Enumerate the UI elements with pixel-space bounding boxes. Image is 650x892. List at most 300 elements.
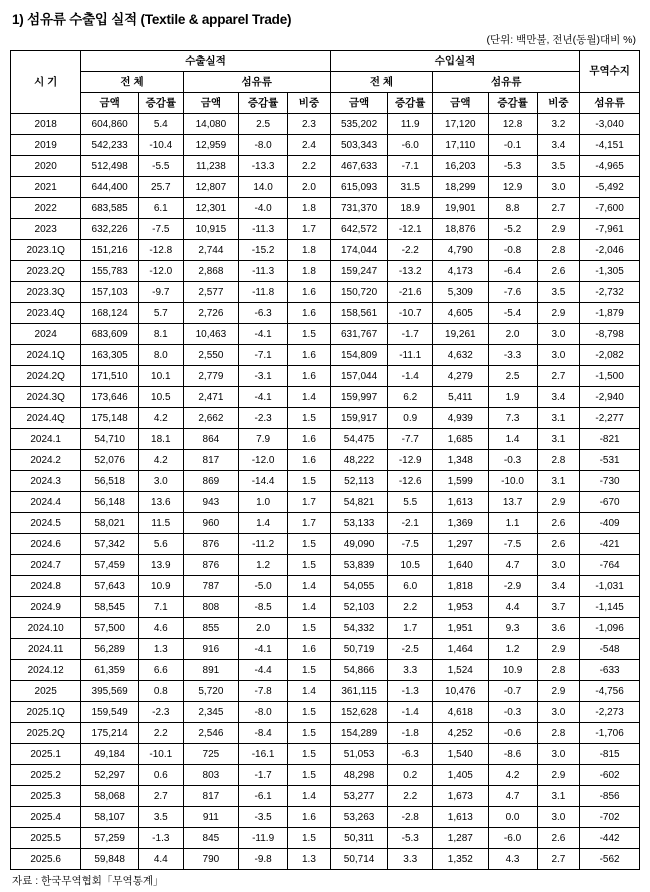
cell-export-textile-growth: 2.0 [239,618,288,639]
cell-import-total-growth: -7.5 [388,534,433,555]
cell-export-textile-growth: -11.3 [239,219,288,240]
cell-export-total-growth: 5.6 [138,534,183,555]
cell-import-total-amount: 159,997 [330,387,388,408]
cell-export-textile-amount: 2,744 [183,240,238,261]
cell-export-textile-amount: 10,915 [183,219,238,240]
cell-export-textile-growth: -4.4 [239,660,288,681]
cell-export-textile-growth: 1.2 [239,555,288,576]
cell-export-total-amount: 542,233 [81,135,139,156]
cell-import-textile-share: 3.0 [537,345,580,366]
cell-balance-textile: -670 [580,492,640,513]
cell-export-total-amount: 49,184 [81,744,139,765]
table-row [11,807,640,828]
cell-balance-textile: -7,961 [580,219,640,240]
cell-balance-textile: -4,965 [580,156,640,177]
cell-export-textile-share: 1.5 [288,660,331,681]
cell-import-textile-amount: 16,203 [433,156,488,177]
cell-export-textile-amount: 2,550 [183,345,238,366]
cell-import-total-amount: 53,263 [330,807,388,828]
cell-import-textile-growth: -5.4 [488,303,537,324]
cell-import-textile-growth: -5.2 [488,219,537,240]
cell-export-textile-growth: -4.1 [239,324,288,345]
cell-import-total-amount: 642,572 [330,219,388,240]
cell-import-total-growth: -1.8 [388,723,433,744]
cell-balance-textile: -548 [580,639,640,660]
cell-export-total-amount: 54,710 [81,429,139,450]
cell-import-total-amount: 53,133 [330,513,388,534]
cell-export-textile-share: 1.5 [288,618,331,639]
cell-export-total-growth: 10.9 [138,576,183,597]
cell-import-textile-growth: 4.7 [488,555,537,576]
header-export-textile-growth: 증감률 [239,93,288,114]
cell-import-total-growth: 3.3 [388,849,433,870]
cell-import-textile-amount: 1,352 [433,849,488,870]
cell-import-total-growth: -6.0 [388,135,433,156]
cell-import-textile-share: 3.2 [537,114,580,135]
cell-import-textile-growth: -6.0 [488,828,537,849]
cell-balance-textile: -421 [580,534,640,555]
table-row [11,261,640,282]
cell-import-textile-share: 3.0 [537,744,580,765]
cell-import-textile-share: 3.1 [537,471,580,492]
cell-balance-textile: -5,492 [580,177,640,198]
cell-balance-textile: -8,798 [580,324,640,345]
cell-export-total-growth: 0.6 [138,765,183,786]
cell-export-textile-share: 1.8 [288,198,331,219]
cell-import-total-amount: 152,628 [330,702,388,723]
cell-balance-textile: -2,046 [580,240,640,261]
cell-import-textile-amount: 4,279 [433,366,488,387]
cell-import-textile-growth: 10.9 [488,660,537,681]
cell-import-textile-share: 2.8 [537,240,580,261]
cell-import-total-growth: -1.7 [388,324,433,345]
table-row [11,156,640,177]
cell-import-total-amount: 54,055 [330,576,388,597]
cell-balance-textile: -602 [580,765,640,786]
cell-export-total-growth: -7.5 [138,219,183,240]
cell-import-total-growth: -21.6 [388,282,433,303]
table-row [11,660,640,681]
cell-import-total-amount: 159,917 [330,408,388,429]
cell-export-textile-amount: 12,301 [183,198,238,219]
cell-import-total-amount: 54,332 [330,618,388,639]
cell-export-textile-amount: 855 [183,618,238,639]
header-import-total-growth: 증감률 [388,93,433,114]
table-row [11,303,640,324]
cell-export-textile-share: 1.5 [288,828,331,849]
cell-export-total-amount: 56,148 [81,492,139,513]
cell-export-total-amount: 57,259 [81,828,139,849]
table-row [11,429,640,450]
cell-export-textile-share: 1.5 [288,471,331,492]
cell-export-total-amount: 57,459 [81,555,139,576]
cell-export-total-growth: 5.7 [138,303,183,324]
cell-export-textile-amount: 817 [183,450,238,471]
cell-balance-textile: -2,082 [580,345,640,366]
cell-import-total-amount: 48,298 [330,765,388,786]
cell-export-total-amount: 683,609 [81,324,139,345]
cell-import-total-growth: 10.5 [388,555,433,576]
cell-import-textile-growth: -2.9 [488,576,537,597]
cell-export-total-amount: 168,124 [81,303,139,324]
cell-export-total-growth: 7.1 [138,597,183,618]
cell-period: 2022 [11,198,81,219]
cell-period: 2024.5 [11,513,81,534]
cell-export-total-amount: 58,068 [81,786,139,807]
table-row [11,471,640,492]
cell-import-textile-amount: 1,613 [433,492,488,513]
cell-export-textile-amount: 2,868 [183,261,238,282]
cell-import-textile-share: 2.9 [537,303,580,324]
cell-import-textile-growth: 9.3 [488,618,537,639]
header-export-total-growth: 증감률 [138,93,183,114]
source-note: 자료 : 한국무역협회「무역통계」 [12,875,164,887]
cell-import-textile-growth: 13.7 [488,492,537,513]
cell-export-total-growth: 4.4 [138,849,183,870]
cell-import-total-amount: 54,821 [330,492,388,513]
cell-import-total-growth: -7.1 [388,156,433,177]
cell-import-textile-share: 3.6 [537,618,580,639]
cell-export-textile-amount: 876 [183,534,238,555]
cell-import-total-growth: 2.2 [388,786,433,807]
cell-import-total-growth: 0.9 [388,408,433,429]
cell-import-textile-growth: 1.4 [488,429,537,450]
table-row [11,555,640,576]
page-title: 1) 섬유류 수출입 실적 (Textile & apparel Trade) [12,12,292,27]
cell-balance-textile: -730 [580,471,640,492]
cell-period: 2024.7 [11,555,81,576]
cell-export-textile-growth: -8.0 [239,135,288,156]
cell-export-textile-amount: 808 [183,597,238,618]
table-row [11,282,640,303]
cell-export-textile-amount: 2,471 [183,387,238,408]
cell-import-total-growth: -2.2 [388,240,433,261]
cell-export-total-amount: 157,103 [81,282,139,303]
cell-import-textile-growth: 4.2 [488,765,537,786]
cell-import-total-amount: 157,044 [330,366,388,387]
table-row [11,744,640,765]
cell-export-total-growth: 3.0 [138,471,183,492]
cell-period: 2024.1Q [11,345,81,366]
cell-export-total-amount: 512,498 [81,156,139,177]
cell-import-total-growth: 5.5 [388,492,433,513]
cell-import-textile-amount: 1,599 [433,471,488,492]
cell-balance-textile: -531 [580,450,640,471]
cell-export-total-growth: -9.7 [138,282,183,303]
cell-period: 2024.12 [11,660,81,681]
cell-period: 2025.2 [11,765,81,786]
cell-import-textile-share: 2.8 [537,660,580,681]
header-export-total: 전 체 [81,72,183,93]
table-row [11,345,640,366]
cell-period: 2025.5 [11,828,81,849]
cell-import-textile-share: 3.1 [537,786,580,807]
cell-import-textile-growth: -6.4 [488,261,537,282]
cell-export-textile-growth: -11.3 [239,261,288,282]
cell-export-textile-share: 1.6 [288,639,331,660]
cell-balance-textile: -409 [580,513,640,534]
table-row [11,387,640,408]
cell-import-total-growth: 3.3 [388,660,433,681]
cell-export-textile-growth: -9.8 [239,849,288,870]
cell-import-total-growth: 11.9 [388,114,433,135]
cell-import-total-amount: 361,115 [330,681,388,702]
cell-balance-textile: -442 [580,828,640,849]
cell-export-total-growth: -5.5 [138,156,183,177]
cell-export-total-amount: 173,646 [81,387,139,408]
header-import-total: 전 체 [330,72,432,93]
cell-balance-textile: -1,145 [580,597,640,618]
cell-export-textile-share: 1.8 [288,261,331,282]
cell-export-total-growth: 6.1 [138,198,183,219]
table-row [11,723,640,744]
cell-import-textile-growth: 2.5 [488,366,537,387]
cell-import-total-growth: 31.5 [388,177,433,198]
cell-export-textile-amount: 943 [183,492,238,513]
cell-import-textile-share: 3.1 [537,408,580,429]
cell-period: 2024.4Q [11,408,81,429]
cell-balance-textile: -4,151 [580,135,640,156]
cell-import-textile-amount: 4,605 [433,303,488,324]
cell-period: 2024.2 [11,450,81,471]
header-export-group: 수출실적 [81,51,330,72]
cell-balance-textile: -633 [580,660,640,681]
cell-import-textile-amount: 10,476 [433,681,488,702]
table-row [11,324,640,345]
table-row [11,597,640,618]
cell-period: 2024.1 [11,429,81,450]
cell-balance-textile: -562 [580,849,640,870]
cell-import-textile-growth: -8.6 [488,744,537,765]
table-row [11,492,640,513]
cell-import-textile-amount: 18,876 [433,219,488,240]
cell-export-total-amount: 57,500 [81,618,139,639]
cell-import-textile-growth: 8.8 [488,198,537,219]
cell-export-textile-amount: 2,726 [183,303,238,324]
cell-import-total-growth: 6.0 [388,576,433,597]
cell-export-total-growth: 3.5 [138,807,183,828]
cell-export-textile-amount: 11,238 [183,156,238,177]
table-row [11,702,640,723]
table-row [11,618,640,639]
cell-export-textile-share: 1.5 [288,534,331,555]
cell-export-total-amount: 61,359 [81,660,139,681]
cell-export-textile-share: 2.0 [288,177,331,198]
cell-balance-textile: -2,940 [580,387,640,408]
cell-export-textile-growth: -13.3 [239,156,288,177]
cell-import-total-growth: 1.7 [388,618,433,639]
cell-import-textile-amount: 4,173 [433,261,488,282]
cell-export-textile-growth: -15.2 [239,240,288,261]
cell-import-textile-growth: -0.8 [488,240,537,261]
cell-export-total-amount: 59,848 [81,849,139,870]
cell-export-total-growth: 18.1 [138,429,183,450]
cell-export-textile-growth: -8.0 [239,702,288,723]
cell-period: 2025.1 [11,744,81,765]
table-row [11,450,640,471]
cell-import-total-growth: -5.3 [388,828,433,849]
cell-export-textile-amount: 891 [183,660,238,681]
cell-import-textile-growth: -10.0 [488,471,537,492]
header-import-textile-share: 비중 [537,93,580,114]
cell-period: 2024.10 [11,618,81,639]
cell-import-total-amount: 50,311 [330,828,388,849]
table-row [11,513,640,534]
cell-import-total-growth: -7.7 [388,429,433,450]
cell-export-textile-share: 1.5 [288,702,331,723]
cell-export-total-growth: -10.4 [138,135,183,156]
cell-export-textile-growth: 1.0 [239,492,288,513]
cell-import-textile-growth: 0.0 [488,807,537,828]
cell-export-textile-amount: 2,779 [183,366,238,387]
cell-export-textile-amount: 2,577 [183,282,238,303]
table-row [11,786,640,807]
cell-period: 2024.8 [11,576,81,597]
cell-import-textile-share: 3.1 [537,429,580,450]
cell-import-textile-share: 2.6 [537,534,580,555]
cell-import-textile-share: 3.0 [537,702,580,723]
cell-import-textile-growth: 4.7 [488,786,537,807]
cell-export-total-amount: 58,107 [81,807,139,828]
cell-export-textile-growth: -11.2 [239,534,288,555]
cell-export-total-growth: 11.5 [138,513,183,534]
cell-import-total-growth: -2.8 [388,807,433,828]
cell-import-total-growth: -11.1 [388,345,433,366]
cell-export-textile-share: 1.4 [288,786,331,807]
cell-export-textile-share: 1.6 [288,450,331,471]
cell-import-textile-share: 3.5 [537,156,580,177]
cell-export-textile-amount: 2,662 [183,408,238,429]
cell-import-total-amount: 51,053 [330,744,388,765]
cell-period: 2024 [11,324,81,345]
cell-export-total-amount: 604,860 [81,114,139,135]
cell-period: 2019 [11,135,81,156]
cell-import-textile-growth: -7.5 [488,534,537,555]
cell-export-textile-growth: -6.3 [239,303,288,324]
cell-import-total-amount: 52,113 [330,471,388,492]
cell-import-textile-amount: 5,309 [433,282,488,303]
cell-import-textile-amount: 17,120 [433,114,488,135]
cell-export-textile-amount: 876 [183,555,238,576]
cell-export-total-growth: 10.1 [138,366,183,387]
cell-export-textile-growth: -5.0 [239,576,288,597]
cell-export-textile-share: 1.5 [288,324,331,345]
cell-export-total-growth: 2.7 [138,786,183,807]
cell-import-textile-share: 2.8 [537,450,580,471]
cell-import-textile-share: 2.9 [537,639,580,660]
cell-export-textile-growth: -4.0 [239,198,288,219]
cell-import-textile-amount: 4,632 [433,345,488,366]
cell-export-textile-share: 1.6 [288,303,331,324]
cell-import-textile-growth: 12.8 [488,114,537,135]
cell-export-total-growth: 5.4 [138,114,183,135]
cell-export-total-amount: 56,518 [81,471,139,492]
header-import-textile-amount: 금액 [433,93,488,114]
cell-export-textile-amount: 864 [183,429,238,450]
cell-import-total-growth: -13.2 [388,261,433,282]
cell-export-total-amount: 52,076 [81,450,139,471]
cell-import-textile-amount: 1,524 [433,660,488,681]
cell-import-total-amount: 467,633 [330,156,388,177]
cell-export-textile-amount: 790 [183,849,238,870]
cell-period: 2024.4 [11,492,81,513]
cell-import-total-amount: 49,090 [330,534,388,555]
cell-import-textile-amount: 1,297 [433,534,488,555]
header-export-textile-amount: 금액 [183,93,238,114]
cell-export-textile-share: 1.6 [288,366,331,387]
cell-export-total-growth: 4.2 [138,408,183,429]
cell-import-textile-share: 3.4 [537,576,580,597]
cell-import-textile-growth: -0.3 [488,450,537,471]
cell-import-textile-share: 2.9 [537,765,580,786]
cell-period: 2023.1Q [11,240,81,261]
cell-export-textile-amount: 12,807 [183,177,238,198]
cell-period: 2023.2Q [11,261,81,282]
cell-import-textile-share: 2.6 [537,261,580,282]
cell-period: 2025.3 [11,786,81,807]
cell-export-textile-growth: 14.0 [239,177,288,198]
cell-balance-textile: -2,277 [580,408,640,429]
cell-import-textile-share: 2.9 [537,219,580,240]
cell-export-total-growth: -2.3 [138,702,183,723]
cell-import-total-growth: 6.2 [388,387,433,408]
cell-import-textile-share: 3.0 [537,807,580,828]
cell-balance-textile: -702 [580,807,640,828]
cell-export-total-amount: 58,021 [81,513,139,534]
cell-import-total-growth: 18.9 [388,198,433,219]
cell-import-textile-growth: 4.4 [488,597,537,618]
cell-export-textile-growth: -3.1 [239,366,288,387]
cell-import-textile-amount: 1,287 [433,828,488,849]
table-row [11,408,640,429]
cell-balance-textile: -1,305 [580,261,640,282]
cell-import-textile-growth: 1.9 [488,387,537,408]
cell-import-textile-amount: 1,953 [433,597,488,618]
cell-import-total-amount: 535,202 [330,114,388,135]
cell-export-total-growth: 4.2 [138,450,183,471]
cell-export-textile-amount: 845 [183,828,238,849]
cell-period: 2024.3Q [11,387,81,408]
cell-export-textile-share: 2.4 [288,135,331,156]
cell-import-total-amount: 159,247 [330,261,388,282]
cell-import-total-growth: -1.3 [388,681,433,702]
cell-export-textile-share: 1.3 [288,849,331,870]
header-import-total-amount: 금액 [330,93,388,114]
cell-import-textile-share: 3.0 [537,177,580,198]
cell-export-total-amount: 163,305 [81,345,139,366]
cell-export-textile-amount: 817 [183,786,238,807]
cell-import-textile-amount: 1,673 [433,786,488,807]
cell-import-textile-share: 2.7 [537,198,580,219]
cell-import-textile-share: 3.4 [537,387,580,408]
cell-export-textile-amount: 803 [183,765,238,786]
cell-export-textile-share: 1.8 [288,240,331,261]
cell-import-total-amount: 154,809 [330,345,388,366]
cell-import-total-amount: 54,475 [330,429,388,450]
table-row [11,849,640,870]
cell-export-textile-amount: 2,345 [183,702,238,723]
cell-export-total-growth: 4.6 [138,618,183,639]
cell-import-textile-share: 3.0 [537,555,580,576]
cell-import-textile-growth: 4.3 [488,849,537,870]
table-row [11,114,640,135]
cell-balance-textile: -1,500 [580,366,640,387]
cell-import-total-amount: 48,222 [330,450,388,471]
header-balance-group: 무역수지 [580,51,640,93]
cell-import-total-growth: 2.2 [388,597,433,618]
cell-balance-textile: -1,706 [580,723,640,744]
cell-export-textile-share: 1.7 [288,219,331,240]
